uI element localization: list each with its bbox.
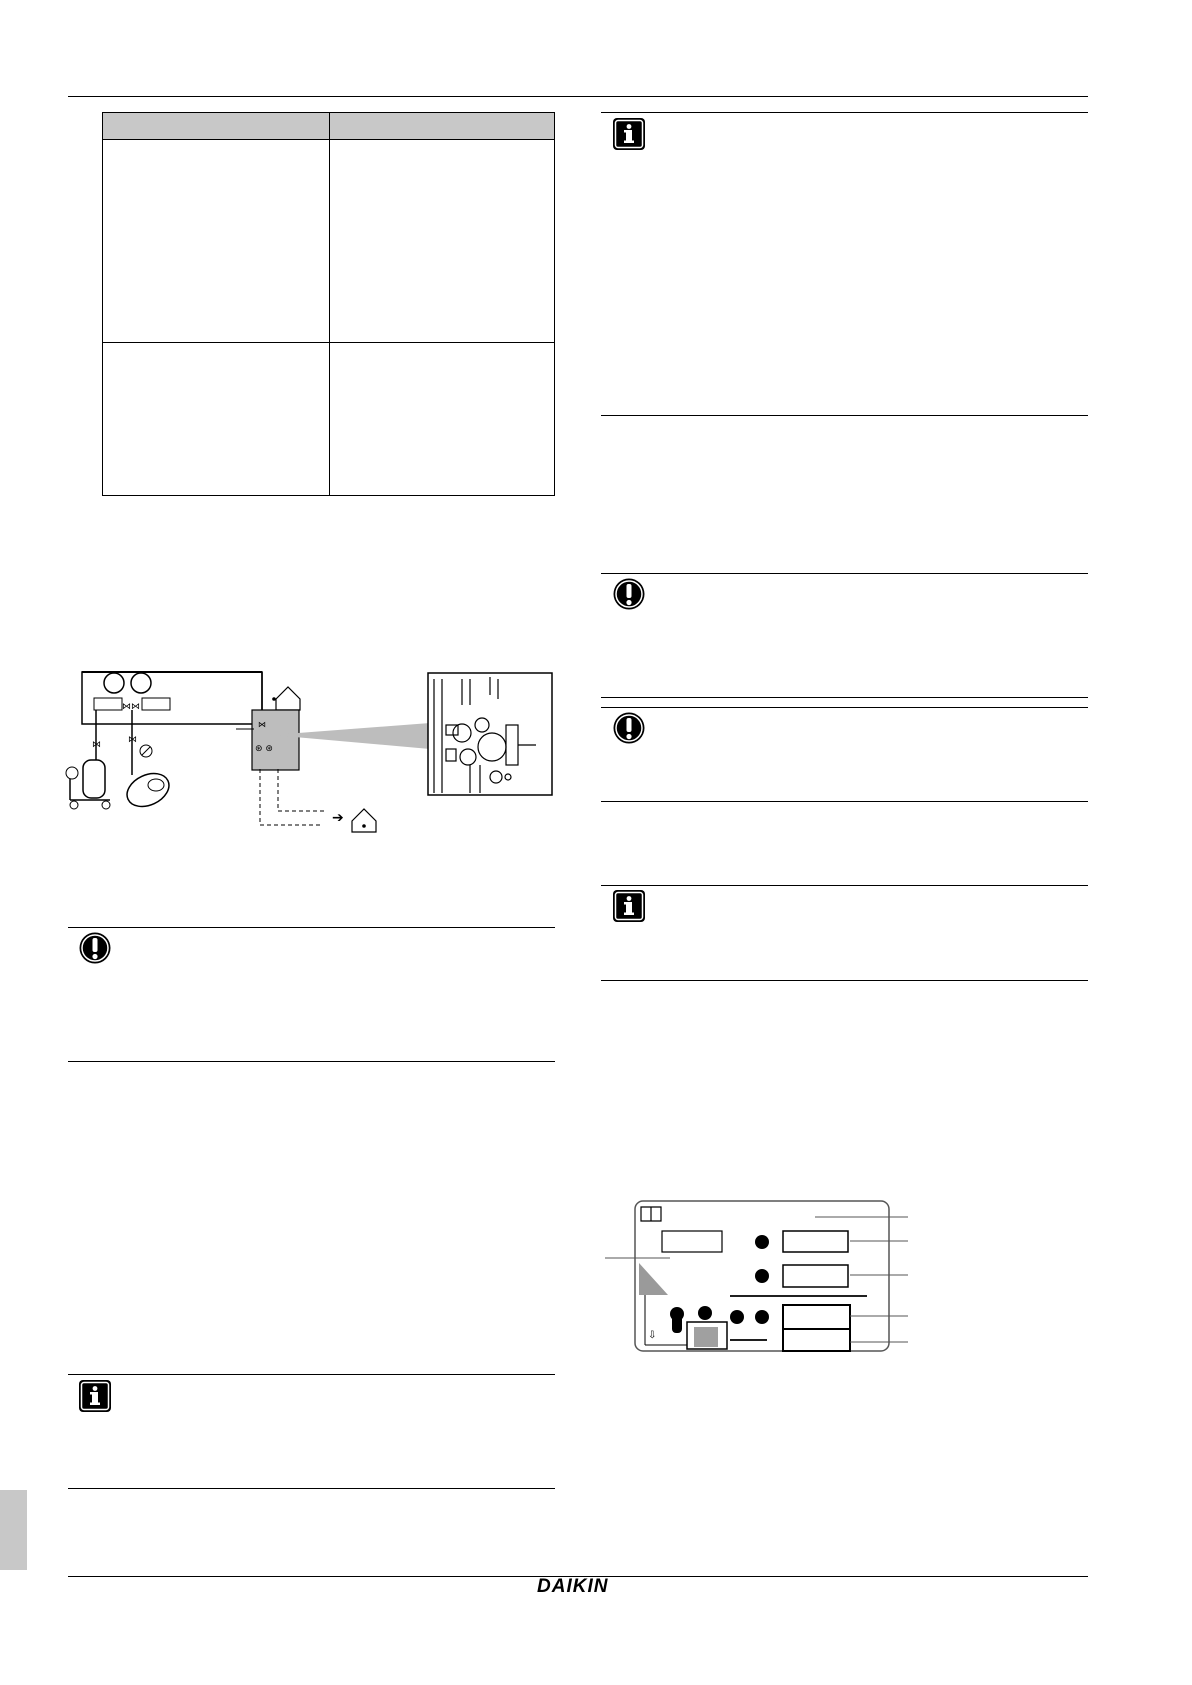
svg-text:➔: ➔ xyxy=(332,810,344,826)
info-rule-top xyxy=(68,1374,555,1375)
unit-body xyxy=(252,710,299,770)
notice-rule-bottom xyxy=(68,1061,555,1062)
info-icon xyxy=(78,1379,112,1413)
notice-rule-top xyxy=(601,707,1088,708)
notice-rule-bottom xyxy=(601,697,1088,698)
data-table xyxy=(102,112,555,496)
svg-text:⋈: ⋈ xyxy=(258,720,266,729)
notice-rule-top xyxy=(68,927,555,928)
house-icon xyxy=(276,687,300,710)
exclamation-icon xyxy=(612,711,646,745)
svg-text:⇩: ⇩ xyxy=(648,1330,657,1341)
daikin-logo: DAIKIN xyxy=(537,1576,609,1597)
info-rule-top xyxy=(601,885,1088,886)
svg-text:⋈: ⋈ xyxy=(92,740,101,750)
info-rule-bottom xyxy=(601,980,1088,981)
exclamation-icon xyxy=(78,931,112,965)
header-rule xyxy=(68,96,1088,97)
svg-text:⊛ ⊛: ⊛ ⊛ xyxy=(255,744,273,754)
exclamation-icon xyxy=(612,577,646,611)
gauge-low xyxy=(104,673,124,693)
info-icon xyxy=(612,889,646,923)
refrigerant-cylinder xyxy=(83,760,105,798)
vacuum-pump xyxy=(122,767,175,813)
refrigerant-label-figure xyxy=(605,1195,915,1360)
notice-rule-top xyxy=(601,573,1088,574)
refrigerant-connection-figure xyxy=(50,665,560,835)
table-column-divider xyxy=(329,113,330,495)
info-rule-bottom xyxy=(68,1488,555,1489)
table-row-divider xyxy=(103,342,554,343)
svg-text:⋈⋈: ⋈⋈ xyxy=(122,702,140,712)
chapter-tab xyxy=(0,1490,27,1570)
svg-text:⋈: ⋈ xyxy=(128,735,137,745)
outdoor-house-icon xyxy=(352,809,376,832)
info-rule-bottom xyxy=(601,415,1088,416)
info-rule-top xyxy=(601,112,1088,113)
notice-rule-bottom xyxy=(601,801,1088,802)
gauge-high xyxy=(131,673,151,693)
info-icon xyxy=(612,117,646,151)
